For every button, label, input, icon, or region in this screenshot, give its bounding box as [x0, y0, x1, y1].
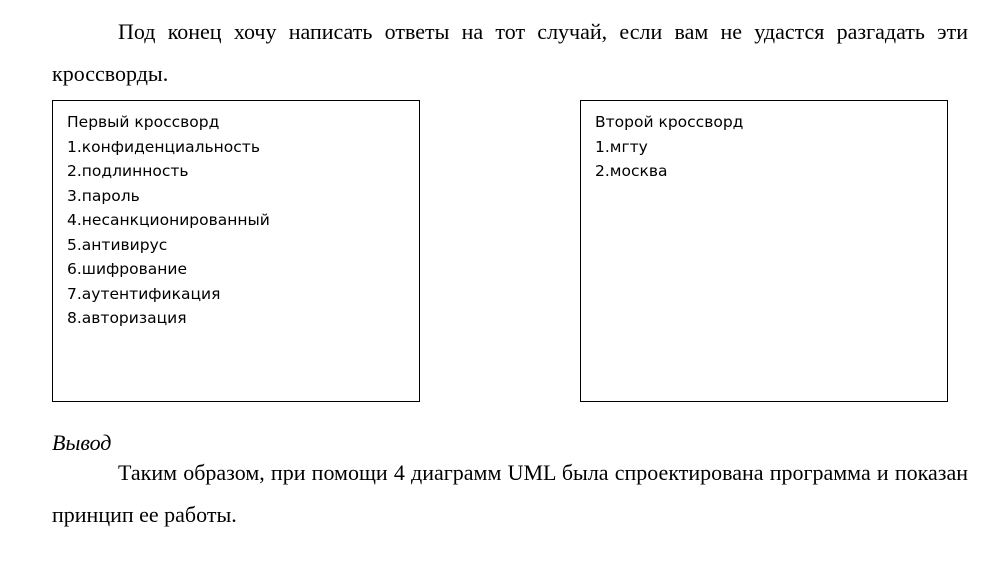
list-item: 8.авторизация — [67, 309, 187, 327]
intro-text: Под конец хочу написать ответы на тот случай, если вам не удастся разгадать эти кроссворды. — [52, 19, 968, 86]
first-crossword-title: Первый кроссворд — [67, 113, 220, 131]
conclusion-text: Таким образом, при помощи 4 диаграмм UML была спроектирована программа и показан принцип ее работы. — [52, 460, 968, 527]
list-item: 7.аутентификация — [67, 284, 221, 303]
conclusion-paragraph — [52, 452, 968, 536]
list-item: 4.несанкционированный — [67, 211, 270, 229]
list-item: 3.пароль — [67, 186, 140, 205]
conclusion-heading: Вывод — [52, 430, 112, 455]
list-item: 1.мгту — [595, 137, 648, 156]
list-item: 2.москва — [595, 162, 668, 180]
second-crossword-answer-list — [595, 135, 933, 184]
second-crossword-answers-box — [580, 100, 948, 402]
first-crossword-answers-box — [52, 100, 420, 402]
list-item: 5.антивирус — [67, 235, 168, 254]
list-item: 1.конфиденциальность — [67, 137, 260, 156]
list-item: 6.шифрование — [67, 260, 187, 278]
second-crossword-title: Второй кроссворд — [595, 113, 744, 131]
intro-paragraph — [52, 11, 968, 95]
list-item: 2.подлинность — [67, 162, 189, 180]
first-crossword-answer-list — [67, 135, 405, 331]
